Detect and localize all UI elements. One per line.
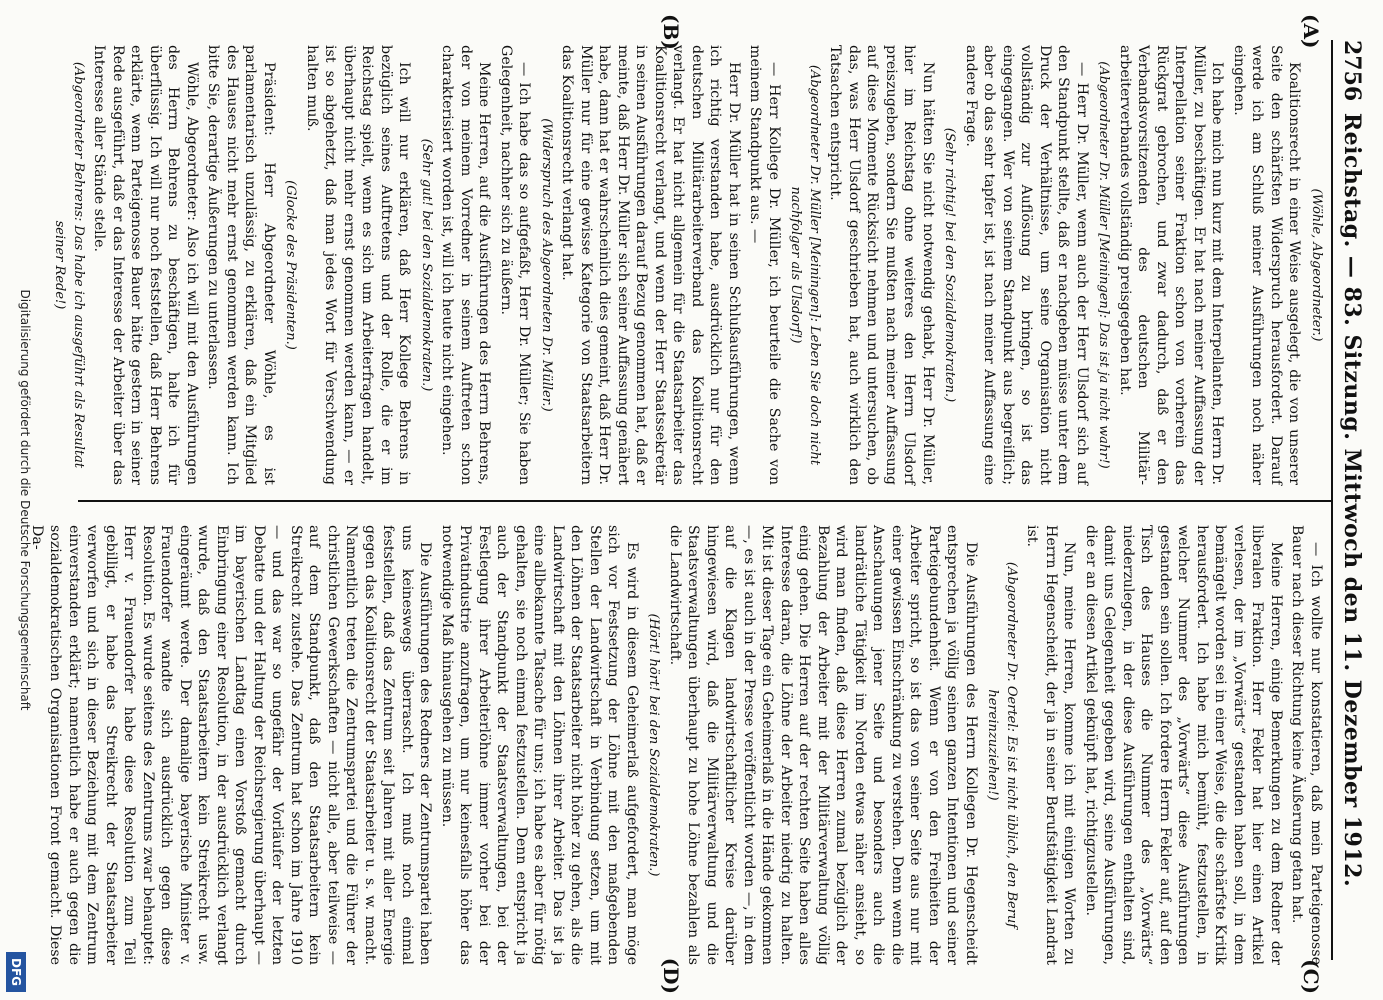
paragraph: Ich will nur erklären, daß Herr Kollege Behrens in bezüglich seines Auftretens und der Rolle, die er im Reichstag spielt, wenn es sich um Arbeiterfragen handelt, überhaupt nicht mehr ernst genommen werden kann, — er ist so abgehetzt, daß man jedes Wort für Verschwendung halten muß. — [304, 45, 413, 485]
page-title: Reichstag. — 83. Sitzung. Mittwoch den 11. Dezember 1912. — [1339, 112, 1365, 888]
margin-marker-a: (A) — [1299, 14, 1323, 49]
paragraph: (Widerspruch des Abgeordneten Dr. Müller.) — [539, 118, 554, 412]
paragraph: (Sehr gut! bei den Sozialdemokraten.) — [419, 138, 434, 392]
paragraph: (Abgeordneter Dr. Müller [Meiningen]: Leben Sie doch nicht nachfolger als Ulsdorf!) — [788, 64, 822, 466]
paragraph: (Wöhle, Abgeordneter.) — [1309, 188, 1324, 342]
paragraph: Präsident: Herr Abgeordneter Wöhle, es ist parlamentarisch unzulässig, zu erklären, daß ein Mitglied des Hauses nicht mehr ernst genommen werden kann. Ich bitte Sie, derartige Äußerungen zu unterlassen. — [205, 45, 277, 485]
paragraph: (Abgeordneter Behrens: Das habe ich ausgeführt als Resultat seiner Rede!) — [52, 61, 86, 469]
margin-marker-b: (B) — [659, 14, 683, 50]
paragraph: — Herr Kollege Dr. Müller, ich beurteile die Sache von meinem Standpunkt aus. — — [747, 45, 782, 485]
paragraph: (Hört! hört! bei den Sozialdemokraten.) — [646, 613, 662, 877]
paragraph: Die Ausführungen des Redners der Zentrumspartei haben uns keineswegs überrascht. Ich muß noch einmal feststellen, daß das Zentrum seit Jahren mit aller Energie gegen das Koalitionsrecht der Staatsarbeiter u. s. w. macht. Namentlich treten die Zentrumspartei und die Führer der christlichen Gewerkschaften — nicht alle, aber teilweise — auf dem Standpunkt, daß den Staatsarbeitern kein Streikrecht zustehe. Das Zentrum hat schon im Jahre 1910 — und das war so ungefähr der Vorläufer der letzten Debatte und der Haltung der Reichsregierung überhaupt — im bayerischen Landtag einen Vorstoß gemacht durch Einbringung einer Resolution, in der ausdrücklich verlangt wurde, daß den Staatsarbeitern kein Streikrecht usw. eingeräumt werde. Der damalige bayerische Minister v. Frauendorfer wandte sich ausdrücklich gegen diese Resolution. Es wurde seitens des Zentrums zwar behauptet: Herr v. Frauendorfer habe diese Resolution zum Teil gebilligt, er habe das Streikrecht der Staatsarbeiter verworfen und sich in dieser Beziehung mit dem Zentrum einverstanden erklärt; namentlich habe er auch gegen die sozialdemokratischen Organisationen Front gemacht. Diese Da- — [29, 525, 434, 965]
paragraph: Wöhle, Abgeordneter: Also ich will mit den Ausführungen des Herrn Behrens zu beschäftigen, halte ich für überflüssig. Ich will nur noch feststellen, daß Herr Behrens erklärte, wenn Parteigenosse Bauer hätte gestern in seiner Rede ausgeführt, daß er das Interesse der Arbeiter über das Interesse aller Stände stelle. — [91, 45, 200, 485]
margin-marker-c: (C) — [1299, 959, 1323, 994]
footer-note: Digitalisierung gefördert durch die Deutsche Forschungsgemeinschaft — [18, 289, 32, 711]
column-divider — [78, 500, 1331, 502]
paragraph: Meine Herren, einige Bemerkungen zu dem Redner der liberalen Fraktion. Herr Fekler hat hier einen Artikel verlesen, der im „Vorwärts“ gestanden haben soll, in dem bemängelt worden sei in einer Weise, die die schärfste Kritik herausfordert. Ich habe mich bemüht, festzustellen, in welcher Nummer des „Vorwärts“ diese Ausführungen gestanden sein sollen. Ich fordere Herrn Fekler auf, auf den Tisch des Hauses die Nummer des „Vorwärts“ niederzulegen, in der diese Ausführungen enthalten sind, damit uns Gelegenheit gegeben wird, seine Ausführungen, die er an diesen Artikel geknüpft hat, richtigzustellen. — [1083, 525, 1284, 965]
paragraph: (Glocke des Präsidenten.) — [283, 180, 299, 350]
paragraph: Nun hätten Sie nicht notwendig gehabt, Herr Dr. Müller, hier im Reichstag ohne weiteres den Herrn Ulsdorf preiszugeben, sondern Sie mußten nach meiner Auffassung auf diese Momente Rücksicht nehmen und untersuchen, ob das, was Herr Ulsdorf geschrieben hat, auch wirklich den Tatsachen entspricht. — [827, 45, 936, 485]
right-text-column — [25, 525, 1326, 965]
paragraph: Ich habe mich nun kurz mit dem Interpellanten, Herrn Dr. Müller, zu beschäftigen. Er hat nach meiner Auffassung der Interpellation seiner Fraktion schon von vorherein das Rückgrat gebrochen, und zwar dadurch, daß er den Verbandsvorsitzenden des deutschen Militär-arbeiterverbandes vollständig preisgegeben hat. — [1117, 45, 1226, 485]
paragraph: Meine Herren, auf die Ausführungen des Herrn Behrens, der von meinem Vorredner in seinem Auftreten schon charakterisiert worden ist, will ich heute nicht eingehen. — [439, 45, 493, 485]
paragraph: Es wird in diesem Geheimerlaß aufgefordert, man möge sich vor Festsetzung der Löhne mit den maßgebenden Stellen der Landwirtschaft in Verbindung setzen, um mit den Löhnen der Staatsarbeiter nicht höher zu gehen, als die Landwirtschaft mit den Löhnen ihrer Arbeiter. Das ist ja eine allbekannte Tatsache für uns; ich habe es aber für nötig gehalten, sie noch einmal festzustellen. Denn entspricht ja auch der Standpunkt der Staatsverwaltungen, bei der Festlegung ihrer Arbeiterlöhne immer vorher bei der Privatindustrie anzufragen, um nur keinesfalls höher das notwendige Maß hinausgehen zu müssen. — [439, 525, 640, 965]
paragraph: Herr Dr. Müller hat in seinen Schlußausführungen, wenn ich richtig verstanden habe, ausdrücklich nur für den deutschen Militärarbeiterverband das Koalitionsrecht verlangt. Er hat nicht allgemein für die Staatsarbeiter das Koalitionsrecht verlangt, und wenn der Herr Staatssekretär in seinen Ausführungen darauf Bezug genommen hat, daß er meinte, daß Herr Dr. Müller sich seiner Auffassung genähert habe, dann hat er wahrscheinlich dies gemeint, daß Herr Dr. Müller nur für eine gewisse Kategorie von Staatsarbeitern das Koalitionsrecht verlangt hat. — [559, 45, 742, 485]
left-text-column — [47, 45, 1325, 485]
margin-marker-d: (D) — [659, 957, 683, 994]
page-number: 2756 — [1339, 40, 1365, 102]
paragraph: (Sehr richtig! bei den Sozialdemokraten.) — [942, 127, 958, 403]
paragraph: Die Ausführungen des Herrn Kollegen Dr. Hegenscheidt entsprechen ja völlig seinen ganzen Intentionen und seiner Parteigebundenheit. Wenn er von den Freiheiten der Arbeiter spricht, so ist das von seiner Seite aus nur mit einer gewissen Einschränkung zu verstehen. Denn wenn die Anschauungen jener Seite und besonders auch die landrätliche Tätigkeit im Norden etwas näher ansieht, so wird man finden, daß diese Herren zumal bezüglich der Bezahlung der Arbeiter mit der Militärverwaltung völlig einig gehen. Die Herren auf der rechten Seite haben alles Interesse daran, die Löhne der Arbeiter niedrig zu halten. Mit ist dieser Tage ein Geheimerlaß in die Hände gekommen —, es ist auch in der Presse veröffentlicht worden —, in dem auf die Klagen landwirtschaftlicher Kreise darüber hingewiesen wird, daß die Militärverwaltung und die Staatsverwaltungen überhaupt zu hohe Löhne bezahlen als die Landwirtschaft. — [667, 525, 979, 965]
paragraph: Nun, meine Herren, komme ich mit einigen Worten zu Herrn Hegenscheidt, der ja in seiner Berufstätigkeit Landrat ist. — [1024, 525, 1078, 965]
paragraph: — Ich wollte nur konstatieren, daß mein Parteigenosse Bauer nach dieser Richtung keine Äußerung getan hat. — [1289, 525, 1324, 965]
paragraph: — Herr Dr. Müller, wenn auch der Herr Ulsdorf sich auf den Standpunkt stellte, daß er nachgeben müsse unter dem Druck der Verhältnisse, um seine Organisation nicht vollständig zur Auflösung zu bringen, so ist das eingegangen. Wer von seinem Standpunkt aus begreiflich; aber ob das sehr tapfer ist, ist nach meiner Auffassung eine andere Frage. — [963, 45, 1090, 485]
paragraph: (Abgeordneter Dr. Müller [Meiningen]: Das ist ja nicht wahr!) — [1096, 61, 1112, 469]
paragraph: — Ich habe das so aufgefaßt, Herr Dr. Müller; Sie haben Gelegenheit, nachher sich zu äußern. — [498, 45, 533, 485]
paragraph: (Abgeordneter Dr. Oertel: Es ist nicht üblich, den Beruf hereinzuziehen!) — [985, 561, 1019, 929]
dfg-logo: DFG — [6, 952, 26, 992]
paragraph: Koalitionsrecht in einer Weise ausgelegt, die von unserer Seite den schärfsten Widerspruch herausfordert. Darauf werde ich am Schluß meiner Ausführungen noch näher eingehen. — [1231, 45, 1303, 485]
page-header — [1335, 40, 1365, 960]
header-rule — [1331, 40, 1333, 960]
